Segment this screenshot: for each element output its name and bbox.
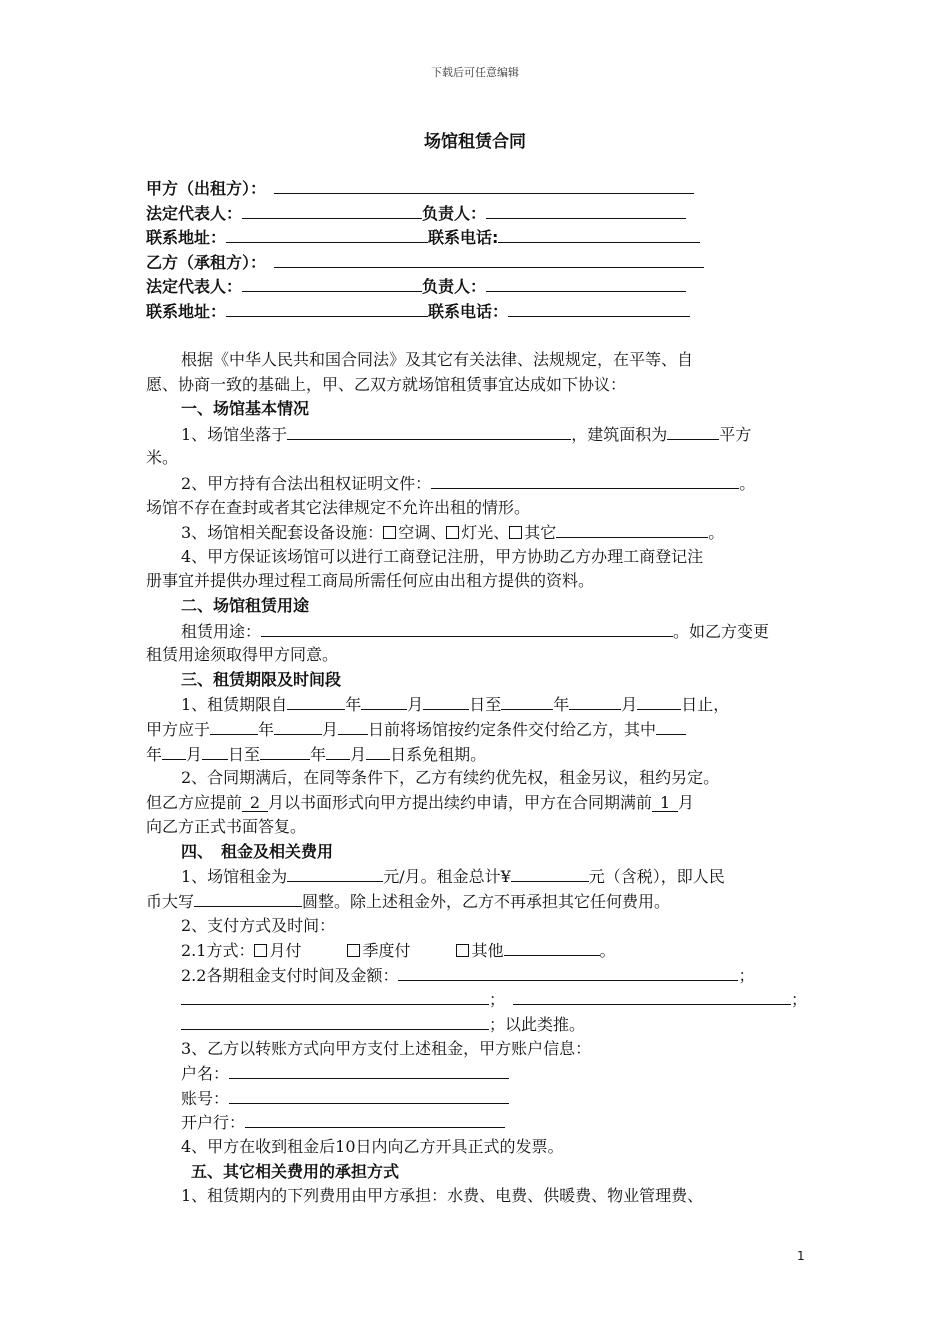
free-period-label: 日系免租期。 — [390, 744, 487, 764]
s1-clause-4: 4、甲方保证该场馆可以进行工商登记注册，甲方协助乙方办理工商登记注 — [181, 546, 704, 566]
header-note: 下载后可任意编辑 — [431, 66, 519, 79]
s1-clause-1-cont: 米。 — [146, 448, 179, 468]
option-quarterly-label: 季度付 — [362, 941, 411, 961]
s4-invoice-line: 4、甲方在收到租金后10日内向乙方开具正式的发票。 — [181, 1137, 564, 1156]
s3-term-label: 1、租赁期限自 — [181, 695, 288, 715]
page-title: 场馆租赁合同 — [424, 132, 526, 152]
free-start-day-field[interactable] — [202, 742, 228, 760]
party-a-manager-field[interactable] — [486, 201, 686, 219]
s4-transfer-line: 3、乙方以转账方式向甲方支付上述租金，甲方账户信息： — [181, 1038, 592, 1058]
other-equipment-field[interactable] — [556, 520, 708, 538]
notice-months-field[interactable]: 2 — [242, 794, 268, 812]
s3-reply-line: 向乙方正式书面答复。 — [146, 817, 307, 837]
checkbox-lighting[interactable] — [446, 526, 459, 539]
year-label: 年 — [310, 744, 327, 764]
s3-delivery-label: 甲方应于 — [146, 719, 211, 739]
month-label: 月 — [186, 744, 203, 764]
free-end-year-field[interactable] — [260, 742, 310, 760]
checkbox-monthly[interactable] — [254, 944, 267, 957]
section-4-heading: 四、 租金及相关费用 — [181, 841, 334, 861]
party-b-legal-rep-label: 法定代表人： — [146, 277, 243, 297]
intro-line-1: 根据《中华人民共和国合同法》及其它有关法律、法规规定，在平等、自 — [181, 350, 694, 369]
party-a-contact-row — [146, 225, 846, 250]
schedule-field-3[interactable] — [513, 987, 791, 1005]
s1-p3-text: 3、场馆相关配套设备设施： — [181, 523, 384, 543]
year-label: 年 — [146, 744, 163, 764]
start-month-field[interactable] — [361, 692, 407, 710]
s1-p3-end: 。 — [708, 523, 725, 543]
account-number-label: 账号： — [181, 1088, 230, 1108]
reply-months-field[interactable]: 1 — [652, 794, 678, 812]
monthly-rent-field[interactable] — [287, 864, 383, 882]
party-b-contact-row — [146, 299, 846, 324]
section-5-heading: 五、其它相关费用的承担方式 — [191, 1161, 400, 1181]
checkbox-other-payment[interactable] — [456, 944, 469, 957]
s1-p1-area-label: ，建筑面积为 — [571, 424, 668, 444]
party-b-legal-rep-field[interactable] — [242, 274, 422, 292]
s4-schedule-line-3 — [146, 1012, 808, 1037]
payment-method-label: 2.1方式： — [181, 941, 255, 961]
s1-clause-3 — [146, 520, 808, 545]
s4-payment-end: 。 — [599, 941, 616, 961]
parties-block — [146, 176, 846, 324]
s3-free-period-line — [146, 742, 808, 767]
total-rent-field[interactable] — [511, 864, 589, 882]
venue-area-field[interactable] — [667, 422, 719, 440]
year-label: 年 — [553, 695, 570, 715]
day-to-label: 日至 — [469, 695, 502, 715]
delivery-year-field[interactable] — [210, 717, 258, 735]
month-label: 月 — [621, 695, 638, 715]
party-a-name-field[interactable] — [274, 176, 694, 194]
s1-p2-text: 2、甲方持有合法出租权证明文件： — [181, 473, 432, 493]
s4-rent-line — [146, 864, 808, 889]
party-b-name-field[interactable] — [274, 250, 704, 268]
section-3-heading: 三、租赁期限及时间段 — [181, 669, 342, 689]
end-day-field[interactable] — [637, 692, 681, 710]
account-bank-row — [146, 1110, 808, 1135]
s4-words-label: 币大写 — [146, 892, 195, 912]
semicolon: ； — [489, 990, 506, 1010]
s3-renewal-notice-line — [146, 791, 808, 816]
party-b-name-label: 乙方（承租方）： — [146, 252, 267, 272]
s1-clause-4-cont: 册事宜并提供办理过程工商局所需任何应由出租方提供的资料。 — [146, 571, 595, 591]
party-a-address-field[interactable] — [226, 225, 428, 243]
semicolon: ； — [738, 965, 755, 985]
free-end-day-field[interactable] — [366, 742, 390, 760]
intro-line-2: 愿、协商一致的基础上，甲、乙双方就场馆租赁事宜达成如下协议： — [146, 374, 627, 394]
venue-location-field[interactable] — [287, 422, 571, 440]
schedule-field-1[interactable] — [398, 963, 738, 981]
semicolon: ； — [791, 990, 808, 1010]
party-b-phone-field[interactable] — [508, 299, 690, 317]
end-year-field[interactable] — [501, 692, 553, 710]
month-label: 月 — [407, 695, 424, 715]
checkbox-air-conditioning[interactable] — [383, 526, 396, 539]
s4-words-text: 圆整。除上述租金外，乙方不再承担其它任何费用。 — [302, 892, 671, 912]
s3-delivery-text: 日前将场馆按约定条件交付给乙方，其中 — [368, 719, 657, 739]
account-number-field[interactable] — [229, 1086, 509, 1104]
delivery-day-field[interactable] — [338, 717, 368, 735]
s5-clause-1: 1、租赁期内的下列费用由甲方承担：水费、电费、供暖费、物业管理费、 — [181, 1186, 704, 1206]
s3-notice-text-2: 月以书面形式向甲方提出续约申请，甲方在合同期满前 — [268, 792, 653, 812]
account-number-row — [146, 1086, 808, 1111]
account-bank-field[interactable] — [245, 1110, 505, 1128]
option-lighting-label: 灯光、 — [461, 523, 510, 543]
s3-delivery-line — [146, 717, 808, 742]
year-label: 年 — [345, 695, 362, 715]
s3-renewal-line: 2、合同期满后，在同等条件下，乙方有续约优先权，租金另议，租约另定。 — [181, 768, 720, 788]
s3-term-line — [146, 692, 808, 717]
s3-notice-text: 但乙方应提前 — [146, 792, 243, 812]
s1-p1-text: 1、场馆坐落于 — [181, 424, 288, 444]
party-b-address-label: 联系地址： — [146, 301, 227, 321]
s2-clause-1 — [146, 619, 808, 644]
s2-use-note: 。如乙方变更 — [673, 621, 770, 641]
year-label: 年 — [258, 719, 275, 739]
s4-payment-method-line — [146, 938, 808, 963]
s4-total-label: 元/月。租金总计¥ — [383, 867, 511, 887]
section-2-heading: 二、场馆租赁用途 — [181, 595, 310, 615]
account-name-row — [146, 1061, 808, 1086]
party-a-name-label: 甲方（出租方）： — [146, 179, 267, 198]
party-a-legal-rep-field[interactable] — [242, 201, 422, 219]
checkbox-quarterly[interactable] — [347, 944, 360, 957]
section-1-heading: 一、场馆基本情况 — [181, 399, 310, 419]
party-b-address-field[interactable] — [226, 299, 428, 317]
s4-schedule-line-1 — [146, 963, 808, 988]
party-a-phone-label: 联系电话: — [428, 228, 499, 248]
ownership-document-field[interactable] — [431, 471, 739, 489]
s1-clause-2 — [146, 471, 808, 496]
page-number: 1 — [797, 1249, 805, 1263]
party-b-phone-label: 联系电话： — [428, 301, 509, 321]
party-a-name-row — [146, 176, 846, 201]
contract-body — [146, 348, 808, 1209]
s4-rent-words-line — [146, 889, 808, 914]
party-a-manager-label: 负责人： — [422, 203, 487, 223]
delivery-month-field[interactable] — [274, 717, 322, 735]
free-end-month-field[interactable] — [326, 742, 350, 760]
party-b-manager-field[interactable] — [486, 274, 686, 292]
end-month-field[interactable] — [569, 692, 621, 710]
s2-use-label: 租赁用途： — [181, 621, 262, 641]
party-b-name-row — [146, 250, 846, 275]
party-b-rep-row — [146, 274, 846, 299]
schedule-field-4[interactable] — [181, 1012, 489, 1030]
party-a-address-label: 联系地址： — [146, 228, 227, 248]
party-a-rep-row — [146, 201, 846, 226]
party-b-manager-label: 负责人： — [422, 277, 487, 297]
rental-purpose-field[interactable] — [261, 619, 673, 637]
s4-schedule-line-2 — [146, 987, 808, 1012]
day-to-label: 日至 — [228, 744, 261, 764]
start-year-field[interactable] — [287, 692, 345, 710]
option-air-conditioning-label: 空调、 — [398, 523, 447, 543]
account-bank-label: 开户行： — [181, 1113, 246, 1133]
option-other-payment-label: 其他 — [471, 941, 504, 961]
schedule-etc: ；以此类推。 — [489, 1015, 586, 1035]
s4-payment-heading: 2、支付方式及时间： — [181, 915, 336, 935]
day-end-label: 日止， — [681, 695, 730, 715]
s1-clause-1 — [146, 422, 808, 447]
month-label: 月 — [678, 792, 695, 812]
option-monthly-label: 月付 — [269, 941, 302, 961]
schedule-field-2[interactable] — [181, 987, 489, 1005]
party-a-phone-field[interactable] — [498, 225, 700, 243]
schedule-label: 2.2各期租金支付时间及金额： — [181, 965, 399, 985]
party-a-legal-rep-label: 法定代表人： — [146, 203, 243, 223]
checkbox-other-equipment[interactable] — [509, 526, 522, 539]
account-name-label: 户名： — [181, 1064, 230, 1084]
rent-in-words-field[interactable] — [194, 889, 302, 907]
s4-tax-label: 元（含税），即人民 — [588, 867, 725, 887]
start-day-field[interactable] — [423, 692, 469, 710]
account-name-field[interactable] — [229, 1061, 509, 1079]
free-start-month-field[interactable] — [162, 742, 186, 760]
s1-p2-end: 。 — [739, 473, 756, 493]
other-payment-field[interactable] — [504, 938, 600, 956]
option-other-label: 其它 — [524, 523, 557, 543]
free-start-year-field[interactable] — [656, 717, 686, 735]
s2-clause-1-cont: 租赁用途须取得甲方同意。 — [146, 645, 339, 665]
month-label: 月 — [322, 719, 339, 739]
s1-p1-unit: 平方 — [719, 424, 752, 444]
s1-clause-2-cont: 场馆不存在查封或者其它法律规定不允许出租的情形。 — [146, 497, 531, 517]
s4-rent-label: 1、场馆租金为 — [181, 867, 288, 887]
month-label: 月 — [350, 744, 367, 764]
